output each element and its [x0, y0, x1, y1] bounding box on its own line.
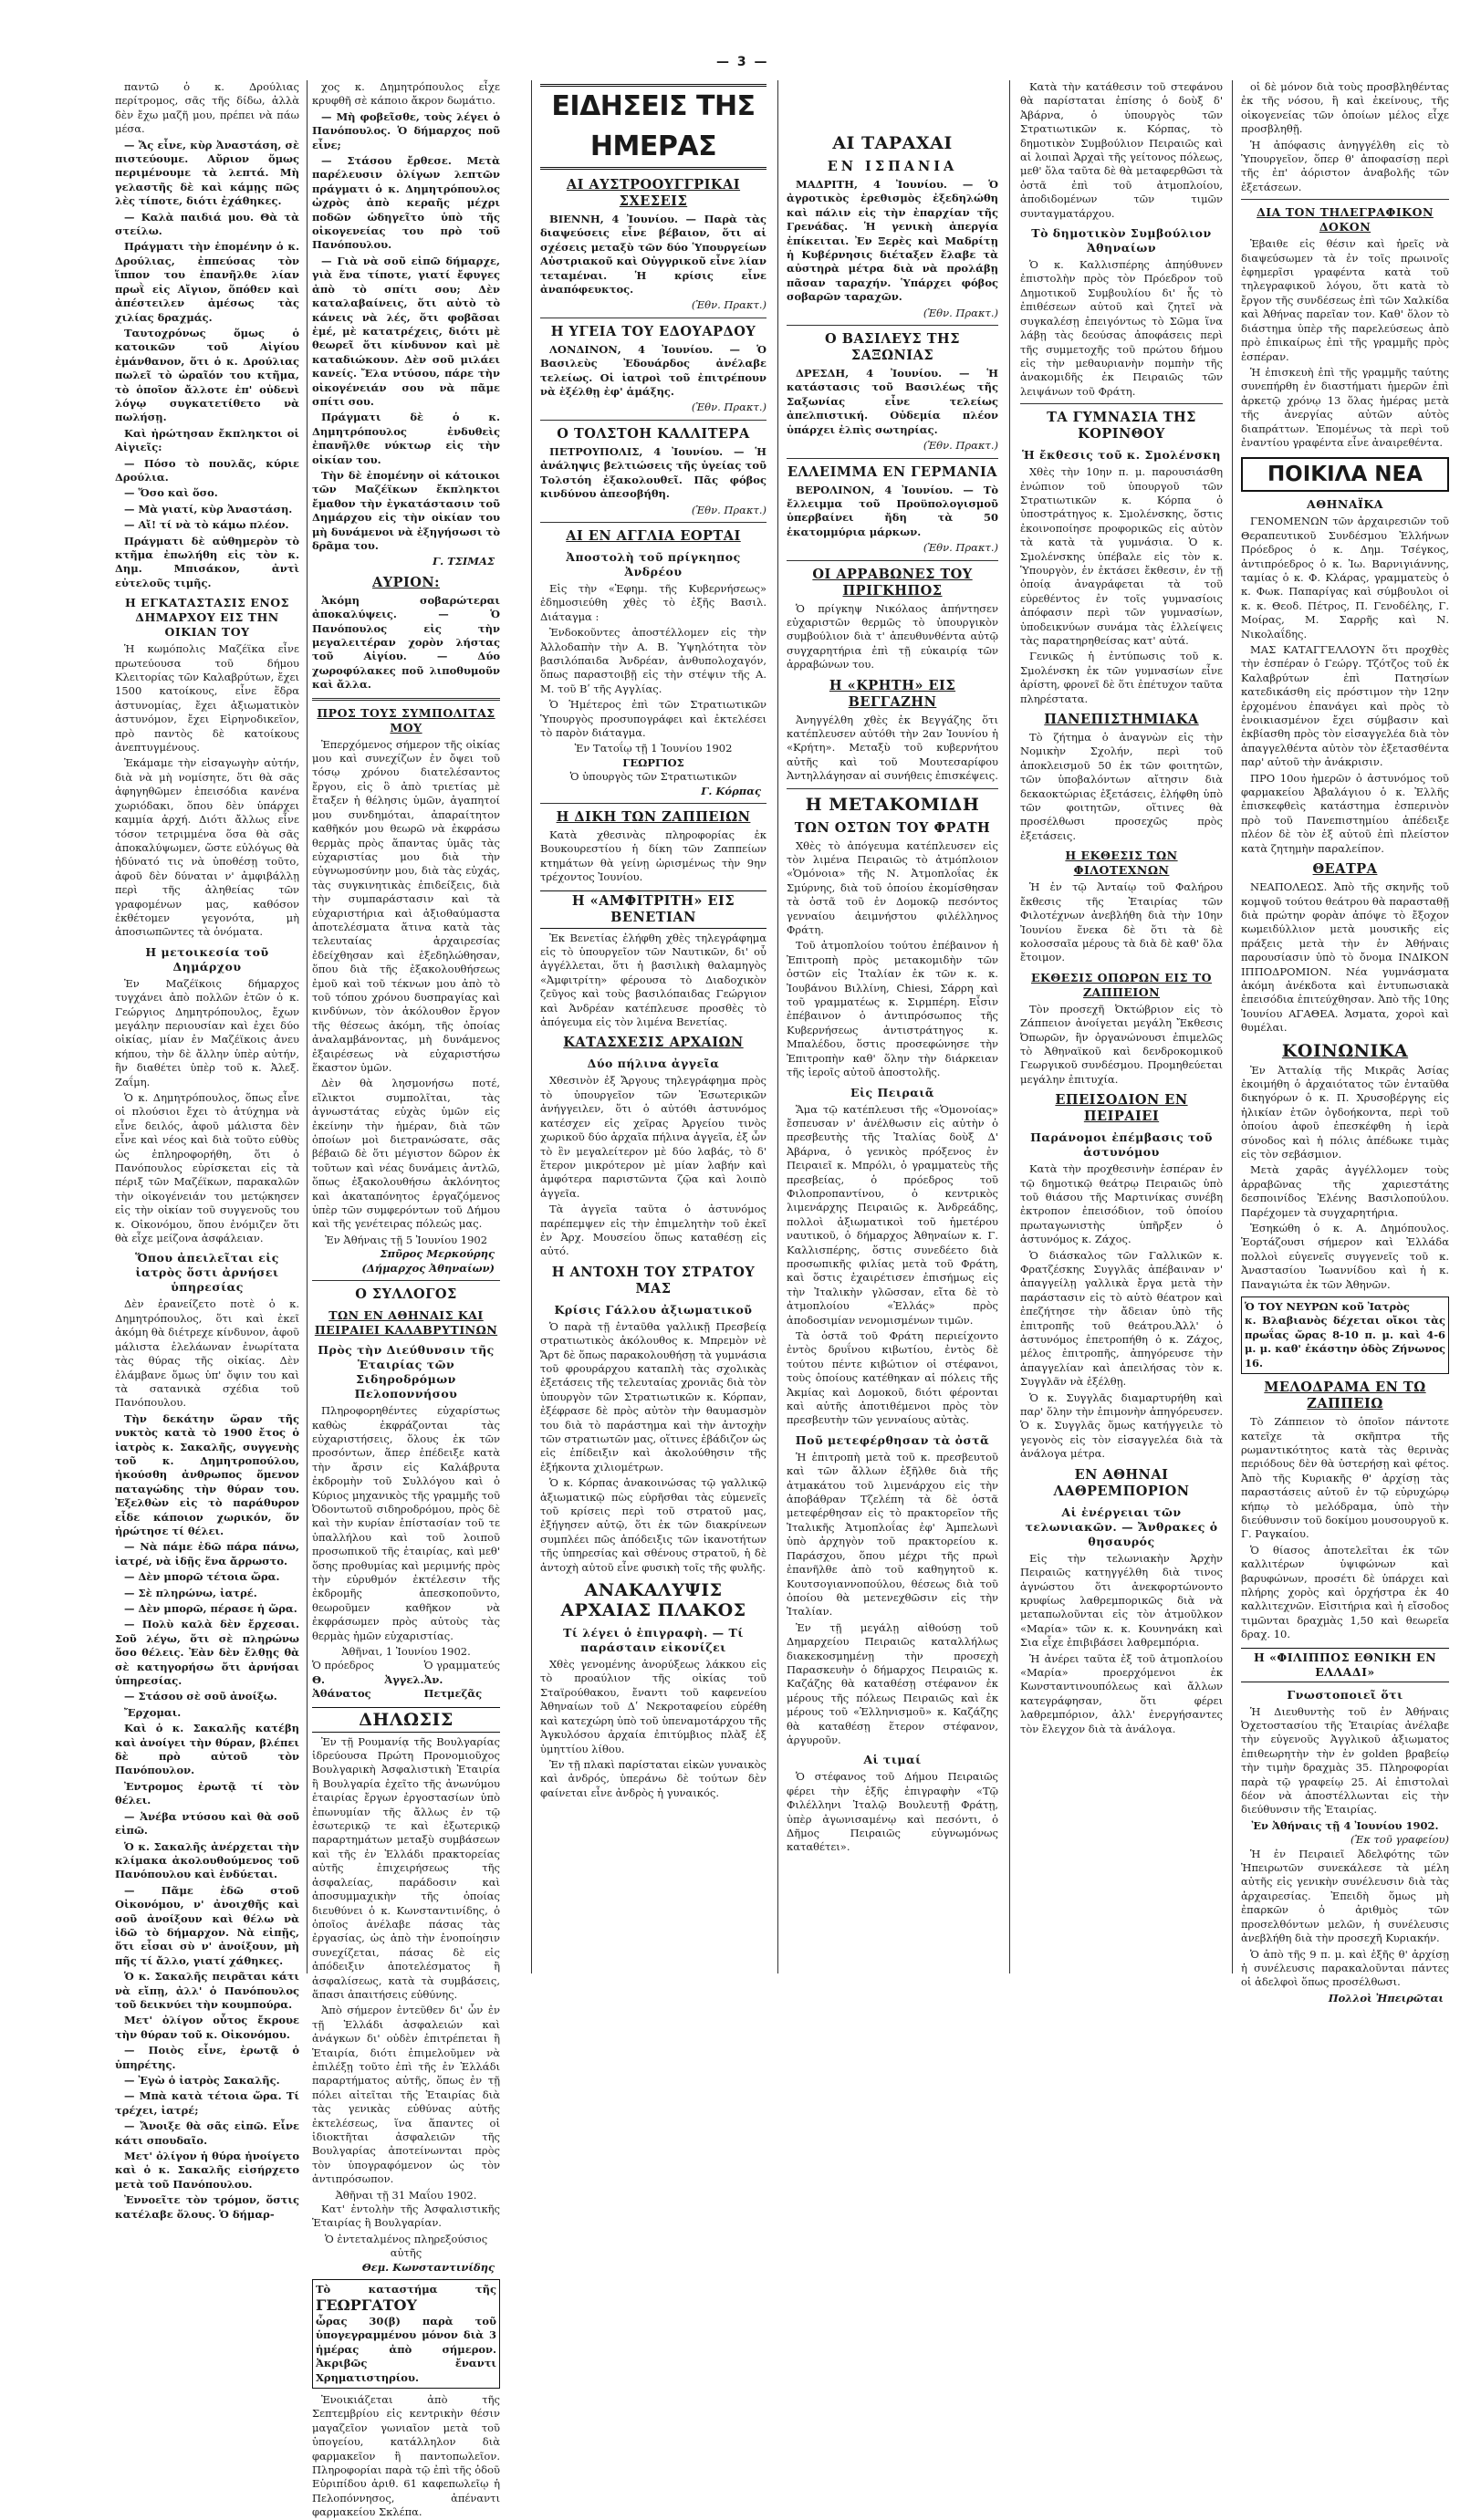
paragraph: ΓΕΝΟΜΕΝΩΝ τῶν ἀρχαιρεσιῶν τοῦ Θεραπευτικοῦ Συνδέσμου Ἐλλήνων Πρόεδρος ὁ κ. Δημ. Τσέγκος, ἀντιπρόεδρος ὁ κ. Ἰω. Βαρνιγιάννης, ταμίας ὁ κ. Φ. Κλάρας, γραμματεὺς ὁ κ. Φωκ. Παπαρίγας καὶ σύμβουλοι οἱ κ. κ. Θεοδ. Πέτρος, Π. Γενοδέλης, Γ. Μοίρας, Μ. Σαρρῆς καὶ Ν. Νικολαΐδης. [1241, 515, 1449, 640]
paragraph: ΜΑΔΡΙΤΗ, 4 Ἰουνίου. — Ὁ ἀγροτικὸς ἐρεθισμὸς ἐξεδηλώθη καὶ πάλιν εἰς τὴν ἐπαρχίαν τῆς Γρενάδας. Ἡ γενικὴ ἀπεργία ἐπίκειται. Ἐν Ξερὲς καὶ Μαδρίτῃ ἡ Κυβέρνησις διέταξεν ἔλαβε τὰ αὐστηρὰ μέτρα διὰ νὰ προλάβῃ πᾶσαν ταραχήν. Ὑπάρχει φόβος σοβαρῶν ταραχῶν. [787, 178, 998, 304]
paragraph: ΔΡΕΣΔΗ, 4 Ἰουνίου. — Ἡ κατάστασις τοῦ Βασιλέως τῆς Σαξωνίας εἶνε τελείως ἀπελπιστική. Οὐδεμία πλέον ὑπάρχει ἐλπὶς σωτηρίας. [787, 367, 998, 436]
paragraph: Ἡ ἀπόφασις ἀνηγγέλθη εἰς τὸ Ὑπουργεῖον, ὅπερ θ' ἀποφασίσῃ περὶ τῆς ἐπ' ἀόριστον ἀναβολῆς τῶν ἐξετάσεων. [1241, 138, 1449, 193]
paragraph: παντῶ ὁ κ. Δρούλιας περίτρομος, σᾶς τῆς δίδω, ἀλλὰ δὲν ἔχω μαζῆ μου, πρέπει νὰ πάω μέσα. [115, 80, 299, 136]
separator [1241, 199, 1449, 200]
section-heading: ΘΕΑΤΡΑ [1312, 861, 1378, 878]
paragraph: Ἡ ἐν Πειραιεῖ Ἀδελφότης τῶν Ἠπειρωτῶν συνεκάλεσε τὰ μέλη αὐτῆς εἰς γενικὴν συνέλευσιν διὰ τὰς ἀρχαιρεσίας. Ἐπειδὴ ὅμως μὴ ἐπαρκῶν ὁ ἀριθμὸς τῶν προσελθόντων μελῶν, ἡ συνέλευσις ἀνεβλήθη διὰ τὴν προσεχῆ Κυριακήν. [1241, 1847, 1449, 1945]
paragraph: — Γιὰ νὰ σοῦ εἰπῶ δήμαρχε, γιὰ ἕνα τίποτε, γιατί ἔφυγες ἀπὸ τὸ σπίτι σου; Δὲν καταλαβαίνεις, ὅτι αὐτὸ τὸ κάνεις νὰ λές, ὅτι φοβᾶσαι ἐμέ, μὲ κατατρέχεις, διότι μὲ θεωρεῖ ὅτι κίνδυνον καὶ μὲ καταδιώκουν. Δὲν σοῦ μιλάει κανείς. Ἔλα ντύσου, πάρε τὴν οἰκογένειάν σου νὰ πᾶμε σπίτι σου. [312, 254, 500, 408]
paragraph: ΜΑΣ ΚΑΤΑΓΓΕΛΛΟΥΝ ὅτι προχθὲς τὴν ἑσπέραν ὁ Γεώργ. Τζότζος τοῦ ἐκ Καλαβρύτων ἐπὶ Πατησίων κατεδικάσθη εἰς πρόστιμον τὴν 12ην ἐρχομένου ἐπανάγει καὶ πρὸς τὸ ἐνοικιασμένον ἔχει σύμβασιν καὶ ἐκβίασθη πρὸς τὸν εἰσαγγελέα διὰ τὸν ἀπαγγελθέντα αὐτὸν τὸν ἐξετασθέντα παρ' αὐτοῦ τὴν ἀνάκρισιν. [1241, 643, 1449, 769]
paragraph: Χθὲς γενομένης ἀνορύξεως λάκκου εἰς τὸ προαύλιον τῆς οἰκίας τοῦ Σταϊρούθακου, ἔναντι τοῦ καφενείου Ἀθηναίων τοῦ Δʹ Νεκροταφείου εὑρέθη καὶ κατεχώρη ὑπὸ τοῦ ὑπεναμοτάρχου τῆς Ἀγκυλόσου ἀρχαία ἐπιτύμβιος πλὰξ ἐξ ὑμηττίου λίθου. [540, 1658, 766, 1755]
paragraph: Ἐνοικιάζεται ἀπὸ τῆς Σεπτεμβρίου εἰς κεντρικὴν θέσιν μαγαζεῖον γωνιαῖον μετὰ τοῦ ὑπογείου, κατάλληλον διὰ φαρμακεῖον ἢ παντοπωλεῖον. Πληροφορίαι παρὰ τῷ ἐπὶ τῆς ὁδοῦ Εὐριπίδου ἀριθ. 61 καφεπωλεῖῳ ἡ Πελοπόννησος, ἀπέναντι φαρμακείου Σκλέπα. [312, 2392, 500, 2519]
paragraph: Ἐσηκώθη ὁ κ. Α. Δημόπουλος. Ἑορτάζουσι σήμερον καὶ Ἑλλάδα πολλοὶ εὐγενεῖς συγγενεῖς τοῦ κ. Ἀναστασίου Ἰωαννίδου καὶ ἡ κ. Παναγιώτα ἐκ τῶν Ἀθηνῶν. [1241, 1222, 1449, 1291]
separator [787, 458, 998, 459]
paragraph: Τὴν δεκάτην ὥραν τῆς νυκτὸς κατὰ τὸ 1900 ἔτος ὁ ἰατρὸς κ. Σακαλῆς, συγγενὴς τοῦ κ. Δημητροπούλου, ἠκούσθη ἀνθρωπος ὅμενον παταγώδης τὴν θύραν του. Ἐξελθὼν εἰς τὸ παράθυρον εἶδε κάποιον χωρικόν, ὅν ἠρώτησε τί θέλει. [115, 1411, 299, 1537]
article-heading: Η ΕΚΘΕΣΙΣ ΤΩΝ ΦΙΛΟΤΕΧΝΩΝ [1065, 849, 1178, 878]
paragraph: Ἐκάμαμε τὴν εἰσαγωγὴν αὐτήν, διὰ νὰ μὴ νομίσητε, ὅτι θὰ σᾶς ἀφηγηθῶμεν ἐπεισόδια κανένα χωριόδακι, ὅπου δὲν ὑπάρχει καμμία ἀρχή. Διότι ἄλλως εἶνε τόσον τετριμμένα ὅσα θὰ σᾶς ἀποκαλύψωμεν, ὥστε εὐλόγως θὰ ἠδύνατό τις νὰ ὑποθέσῃ τοῦτο, ἀφοῦ δὲν δύναται ν' ἀμφιβάλλῃ περὶ τῆς ἀληθείας τῶν γραφομένων μας, καθόσον ἐκθέτομεν γεγονότα, μὴ ἀποσιωπῶντες τὰ ὀνόματα. [115, 756, 299, 939]
column-5 [1020, 80, 1223, 1978]
paragraph: Ἔρχομαι. [124, 1705, 182, 1719]
paragraph: — Μὰ γιατί, κὺρ Ἀναστάση. [124, 502, 293, 515]
sub-heading: Αἱ τιμαί [863, 1753, 922, 1767]
article-subheading: Δύο πήλινα ἀγγεῖα [587, 1057, 720, 1071]
paragraph: Ἡ ἐπιτροπὴ μετὰ τοῦ κ. πρεσβευτοῦ καὶ τῶν ἄλλων ἐξῆλθε διὰ τῆς ἀτμακάτου τοῦ λιμενάρχου εἰς τὴν ἀποβάθραν Τζελέπη τὰ δὲ ὀστᾶ μετεφέρθησαν εἰς τὸ πρακτορεῖον τῆς Ἰταλικῆς Ἀτμοπλοΐας ἐφ' Ἀμπελωνὶ ὑπὸ ἀρχηγὸν τοῦ πρακτορείου κ. Παράσχου, ὅπου μέχρι τῆς πρωὶ ἐπανῆλθε ἀπὸ τοῦ καθηγητοῦ κ. Κουτσογιαννοπούλου, θέσεως διὰ τοῦ ὁποίου θὰ μετενεχθῶσιν εἰς τὴν Ἰταλίαν. [787, 1450, 998, 1619]
article-heading: Η «ΑΜΦΙΤΡΙΤΗ» ΕΙΣ ΒΕΝΕΤΙΑΝ [540, 890, 766, 929]
paragraph: Πληροφορηθέντες εὐχαρίστως καθὼς ἐκφράζονται τὰς εὐχαριστήσεις, ὅλους ἐκ τῶν προσόντων, ἅπερ ἐπέδειξε κατὰ τὴν ἄρσιν εἰς Καλάβρυτα ἐκδρομὴν τοῦ Συλλόγου καὶ ὁ Κύριος μηχανικὸς τῆς γραμμῆς τοῦ Ὀδοντωτοῦ σιδηροδρόμου, πρὸς δὲ καὶ τὴν κυρίαν ἐπίστασίαν τοῦ τε ὑπαλλήλου καὶ τοῦ λοιποῦ προσωπικοῦ τῆς ἑταιρίας, καὶ μεθ' ὅσης προθυμίας καὶ μεριμνής πρὸς τὴν εὐρυθμόν ἐκτέλεσιν τῆς ἐκδρομῆς ἀπεσκοποῦντο, θεωροῦμεν καθῆκον νὰ ἐκφράσωμεν πρὸς αὐτοὺς τὰς θερμὰς ἡμῶν εὐχαριστίας. [312, 1404, 500, 1642]
article-heading: ΠΑΝΕΠΙΣΤΗΜΙΑΚΑ [1044, 712, 1199, 728]
article-subheading: Κρίσις Γάλλου ἀξιωματικοῦ [554, 1302, 753, 1317]
article-heading: ΚΑΤΑΣΧΕΣΙΣ ΑΡΧΑΙΩΝ [563, 1035, 744, 1051]
article-subheading: Γνωστοποιεῖ ὅτι [1287, 1687, 1403, 1702]
signature: Θεμ. Κωνσταντινίδης [361, 2260, 495, 2274]
advertisement [1241, 1296, 1449, 1374]
paragraph: Ὁ κ. Σακαλῆς ἀνέρχεται τὴν κλίμακα ἀκολουθούμενος τοῦ Πανόπουλου καὶ ἐνδύεται. [115, 1839, 299, 1881]
article-heading: Η ΕΓΚΑΤΑΣΤΑΣΙΣ ΕΝΟΣ ΔΗΜΑΡΧΟΥ ΕΙΣ ΤΗΝ ΟΙΚΙΑΝ ΤΟΥ [124, 596, 290, 640]
ad-title: ΓΕΩΡΓΑΤΟΥ [316, 2296, 417, 2315]
section-banner: ΠΟΙΚΙΛΑ ΝΕΑ [1241, 457, 1449, 492]
signature-title: Ὁ γραμματεύς [423, 1659, 500, 1672]
paragraph: Ὁ κ. Κόρπας ἀνακοινώσας τῷ γαλλικῷ ἀξιωματικῷ πὼς εὑρῆσθαι τὰς εὐμενεῖς τοῦ κρίσεις περὶ τοῦ στρατοῦ μας, ἐξήγησεν αὐτῷ, ὅτι ἐκ τῶν διακρίνεων συμπλέει πῶς ἀπόδειξις τῶν ἱκανοτήτων τῆς ὑπηρεσίας καὶ σθένους στρατοῦ, ἡ δὲ ἀντοχὴ αὐτοῦ εἶνε φυσικὴ τοῖς τῆς φυλῆς. [540, 1476, 766, 1574]
paragraph: Ἐν τῇ μεγάλῃ αἰθούσῃ τοῦ Δημαρχείου Πειραιῶς καταλλήλως διακεκοσμημένῃ τὴν προσεχὴ Παρασκευὴν ὁ δήμαρχος Πειραιῶς κ. Καζάζης θὰ καταθέσῃ στέφανον ἐκ μέρους τῆς πόλεως Πειραιῶς καὶ ἐκ μέρους τοῦ «Ἑλληνισμοῦ» κ. Καζάζης θὰ καταθέσῃ ἕτερον στέφανον, ἀργυροῦν. [787, 1620, 998, 1746]
paragraph: Ἡ κωμόπολις Μαζέϊκα εἶνε πρωτεύουσα τοῦ δήμου Κλειτορίας τῶν Καλαβρύτων, ἔχει 1500 κατοίκους, εἶνε ἕδρα ἀστυνομίας, ἔχει ἀξιωματικὸν ἀστυνόμον, ἔχει Εἰρηνοδικεῖον, πρὸ παντὸς δὲ κατοίκους ἀνεπτυγμένους. [115, 642, 299, 755]
signature: Γ. ΤΣΙΜΑΣ [432, 555, 495, 568]
signature: ΓΕΩΡΓΙΟΣ [622, 755, 684, 769]
paragraph: Ἐντρομος ἐρωτᾷ τί τὸν θέλει. [115, 1779, 299, 1807]
article-subheading: Τί λέγει ὁ ἐπιγραφὴ. — Τί παράσταιν εἰκονίζει [563, 1626, 744, 1655]
paragraph: — Στάσου ἔρθεσε. Μετὰ παρέλευσιν ὀλίγων λεπτῶν πράγματι ὁ κ. Δημητρόπουλος ὠχρὸς ἀπὸ κεραῆς μέχρι ποδῶν ὡδηγεῖτο ὑπὸ τῆς οἰκογενείας του πρὸ τοῦ Πανόπουλου. [312, 154, 500, 252]
article-heading: Η ΥΓΕΙΑ ΤΟΥ ΕΔΟΥΑΡΔΟΥ [550, 323, 756, 339]
paragraph: Ὁ παρὰ τῇ ἐνταῦθα γαλλικῇ Πρεσβείᾳ στρατιωτικὸς ἀκόλουθος κ. Μπρεμὸν νὲ Ἄρτ δὲ ὅπως παρακολουθήσῃ τὰ γυμνάσια τοῦ φρουράρχου καταπλὴ τὰς σχολικὰς ἐξετάσεις τῆς τελευταίας χρονιᾶς διὰ τὸν ὑπουργὸν τῶν Στρατιωτικῶν κ. Κόρπαν, ἐξέφρασε δὲ πρὸς αὐτὸν τὴν θαυμασμὸν του διὰ τὸ παράστημα καὶ τὴν ἀντοχὴν τῶν στρατιωτῶν μας, οἵτινες ἐβάδιζον ὡς εἰς ἐπίδειξιν καὶ ἀκολούθησιν τῆς ἑξήκοντα χιλιομέτρων. [540, 1319, 766, 1473]
column-rule [531, 80, 532, 1973]
paragraph: — Στάσου σὲ σοῦ ἀνοίξω. [124, 1690, 277, 1703]
article-heading: Ο ΣΥΛΛΟΓΟΣ [355, 1286, 457, 1303]
paragraph: Μετ' ὀλίγον οὗτος ἔκρουε τὴν θύραν τοῦ κ. Οἰκονόμου. [115, 2014, 299, 2041]
sub-heading: Η μετοικεσία τοῦ Δημάρχου [145, 944, 269, 974]
paragraph: χος κ. Δημητρόπουλος εἶχε κρυφθῆ σὲ κάποιο ἄκρον δωμάτιο. [312, 80, 500, 108]
article-heading: ΜΕΛΟΔΡΑΜΑ ΕΝ ΤΩ ΖΑΠΠΕΙΩ [1264, 1380, 1426, 1412]
source: (Ἐθν. Πρακτ.) [691, 503, 766, 516]
article-heading: ΑΥΡΙΟΝ: [371, 574, 441, 590]
article-subheading: Αἱ ἐνέργειαι τῶν τελωνιακῶν. — Ἄνθρακες ὁ θησαυρός [1025, 1505, 1218, 1548]
article-heading: Η ΜΕΤΑΚΟΜΙΔΗ [805, 794, 980, 815]
section-heading: ΚΟΙΝΩΝΙΚΑ [1281, 1040, 1409, 1061]
sub-heading: Τὸ δημοτικὸν Συμβούλιον Ἀθηναίων [1031, 226, 1212, 255]
date-line: Ἐν Τατοΐῳ τῇ 1 Ἰουνίου 1902 [574, 742, 733, 755]
separator [540, 803, 766, 804]
ad-title: Ὁ ΤΟΥ ΝΕΥΡΩΝ κοῦ Ἰατρὸς [1245, 1300, 1410, 1314]
paragraph: Καὶ ὁ κ. Σακαλῆς κατέβη καὶ ἀνοίγει τὴν θύραν, βλέπει δὲ πρὸ αὐτοῦ τὸν Πανόπουλον. [115, 1722, 299, 1777]
paragraph: — Πᾶμε ἐδῶ στοῦ Οἰκονόμου, ν' ἀνοιχθῆς καὶ σοῦ ἀνοίξουν καὶ θέλω νὰ ἰδῶ τὸ δήμαρχον. Νὰ εἰπῇς, ὅτι εἶσαι σὺ ν' ἀνοίξουν, μὴ πῆς τί ἄλλο, γιατί χάθηκες. [115, 1883, 299, 1967]
news-banner: ΕΙΔΗΣΕΙΣ ΤΗΣ ΗΜΕΡΑΣ [540, 84, 766, 170]
signature: Γ. Κόρπας [701, 784, 761, 797]
banner-spacer [787, 80, 998, 128]
sub-heading: Ποῦ μετεφέρθησαν τὰ ὀστᾶ [795, 1432, 990, 1447]
paragraph: ΛΟΝΔΙΝΟΝ, 4 Ἰουνίου. — Ὁ Βασιλεὺς Ἐδουάρδος ἀνέλαβε τελείως. Οἱ ἰατροὶ τοῦ ἐπιτρέπουν νὰ ἐξέλθῃ ἐφ' ἁμάξης. [540, 342, 766, 399]
paragraph: Ὁ θίασος ἀποτελεῖται ἐκ τῶν καλλιτέρων ὑψιφώνων καὶ βαρυφώνων, προσέτι δὲ ὑπάρχει καὶ πλήρης χορὸς καὶ ὀρχήστρα ἐκ 40 καλλιτεχνῶν. Εἰσιτήρια καὶ ἡ εἴσοδος τιμῶνται δραχμὰς 1,50 καὶ θεωρεῖα δραχ. 10. [1241, 1543, 1449, 1641]
article-heading: ΕΠΕΙΣΟΔΙΟΝ ΕΝ ΠΕΙΡΑΙΕΙ [1055, 1092, 1188, 1125]
separator [787, 788, 998, 789]
signature-title: Ὁ πρόεδρος [312, 1659, 374, 1672]
paragraph: Εἰς τὴν τελωνιακὴν Ἀρχὴν Πειραιῶς κατηγγέλθη διὰ τινος ἀγνώστου ὅτι ἀνεκφορτώνοντο κρυφίως λαθρεμπορικῶς διὰ νὰ μεταπωλοῦνται εἰς τὸν ἀτμοῦλκον «Μαρία» τῶν κ. κ. Κουνηνάκη καὶ Σια εἶχε ἐπιβιβάσει λαθρεμπόρια. [1020, 1551, 1223, 1650]
paragraph: Κατὰ τὴν κατάθεσιν τοῦ στεφάνου θὰ παρίσταται ἐπίσης ὁ δοὺξ δ' Ἀβάρνα, ὁ ὑπουργὸς τῶν Στρατιωτικῶν κ. Κόρπας, τὸ δημοτικὸν Συμβούλιον Πειραιῶς καὶ αἱ λοιπαὶ Ἀρχαὶ τῆς γείτονος πόλεως, μεθ' ὅλα ταῦτα δὲ θὰ μεταφερθῶσι τὰ ὀστᾶ ἐπὶ τοῦ ἀτμοπλοίου, ἀποδιδομένων τῶν τιμῶν συνταγματάρχου. [1020, 80, 1223, 220]
paragraph: ΒΙΕΝΝΗ, 4 Ἰουνίου. — Παρὰ τὰς διαψεύσεις εἶνε βέβαιον, ὅτι αἱ σχέσεις μεταξὺ τῶν δύο Ὑπουργείων Αὐστριακοῦ καὶ Οὐγγρικοῦ εἶνε λίαν τεταμέναι. Ἡ κρίσις εἶνε ἀναπόφευκτος. [540, 213, 766, 297]
paragraph: Κατ' ἐντολὴν τῆς Ἀσφαλιστικῆς Ἑταιρίας ἢ Βουλγαρίαν. [312, 2202, 500, 2230]
paragraph: Τὸ ζήτημα ὁ ἀναγνὼν εἰς τὴν Νομικὴν Σχολήν, περὶ τοῦ ἀποκλεισμοῦ 50 ἐκ τῶν φοιτητῶν, τῶν ὑποβαλόντων αἴτησιν διὰ δεκαοκτώριας ἐξετάσεις, ἐλήφθη ὑπὸ τῶν φοιτητῶν, οἵτινες θὰ προσέλθωσι προσεχῶς πρὸς ἐξετάσεις. [1020, 731, 1223, 842]
article-heading: ΕΝ ΑΘΗΝΑΙ ΛΑΘΡΕΜΠΟΡΙΟΝ [1053, 1466, 1190, 1499]
source: (Ἐκ τοῦ γραφείου) [1350, 1833, 1449, 1847]
paragraph: Ὁ ἀπὸ τῆς 9 π. μ. καὶ ἐξῆς θ' ἀρχίσῃ ἡ συνέλευσις παρακαλοῦνται πάντες οἱ ἀδελφοὶ ὅπως προσέλθωσι. [1241, 1947, 1449, 1989]
article-heading: Η ΔΙΚΗ ΤΩΝ ΖΑΠΠΕΙΩΝ [556, 809, 751, 825]
paragraph: — Δὲν μπορῶ, πέρασε ἡ ὥρα. [124, 1602, 297, 1615]
signature: Ἀν. Πετμεζᾶς [423, 1672, 483, 1701]
signature: Πολλοὶ Ἠπειρῶται [1328, 1991, 1444, 2005]
article-heading: ΕΛΛΕΙΜΜΑ ΕΝ ΓΕΡΜΑΝΙΑ [787, 463, 997, 480]
paragraph: — Μπὰ κατὰ τέτοια ὥρα. Τί τρέχει, ἰατρέ; [115, 2089, 299, 2117]
paragraph: — Ἀνέβα ντύσου καὶ θὰ σοῦ εἰπῶ. [115, 1809, 299, 1838]
paragraph: Ὁ Ἡμέτερος ἐπὶ τῶν Στρατιωτικῶν Ὑπουργὸς προσυπογράφει καὶ ἐκτελέσει τὸ παρὸν διάταγμα. [540, 698, 766, 739]
source: (Ἐθν. Πρακτ.) [691, 401, 766, 414]
signatures-row [312, 1659, 500, 1672]
paragraph: Ὁ πρίγκηψ Νικόλαος ἀπήντησεν εὐχαριστῶν θερμῶς τὸ ὑπουργικὸν συμβούλιον διὰ τ' ἀπευθυνθέντα αὐτῷ συγχαρητήρια ἐπὶ τῇ εὐκαιρίᾳ τῶν ἀρραβώνων του. [787, 601, 998, 672]
signature-title: Ὁ ἐντεταλμένος πληρεξούσιος αὐτῆς [324, 2232, 488, 2260]
paragraph: Ἀπὸ σήμερον ἐντεῦθεν δι' ὧν ἐν τῇ Ἑλλάδι ἀσφαλειών καὶ ἀνάγκων δι' οὐδὲν ἐπιτρέπεται ἢ Ἑταιρία, διότι ἐπιμελοῦμεν νὰ ἐπιλέξῃ τοῦτο ἐπὶ τῆς ἐν Ἑλλάδι παραρτήματος αὐτῆς, ὅπως ἐν τῇ πόλει αἰτεῖται τῆς Ἑταιρίας διὰ τὰς γενικὰς εὐθύνας αὐτῆς ἐκτελέσεως, ἵνα ἅπαντες οἱ ἰδιοκτῆται ἀσφαλειῶν τῆς Βουλγαρίας ἀποτείνωνται πρὸς τὸν ὑπογραφόμενον ὡς τὸν ἀντιπρόσωπον. [312, 2004, 500, 2186]
signature-title: (Δήμαρχος Ἀθηναίων) [361, 1261, 495, 1275]
separator [312, 698, 500, 701]
paragraph: Ὁ κ. Σακαλῆς πειρᾶται κάτι νὰ εἴπῃ, ἀλλ' ὁ Πανόπουλος τοῦ δεικνύει τὴν κουμπούρα. [115, 1970, 299, 2011]
signature: Σπῦρος Μερκούρης [380, 1247, 495, 1261]
separator [312, 1280, 500, 1281]
paragraph: — Καλὰ παιδιά μου. Θὰ τὰ στείλω. [115, 210, 299, 238]
paragraph: Ἐν τῇ πλακὶ παρίσταται εἰκὼν γυναικὸς καὶ ἀνδρός, ὑπεράνω δὲ τούτων δὲν φαίνεται εἶνε ἀνδρὸς ἡ γυναικός. [540, 1757, 766, 1799]
paragraph: Τοῦ ἀτμοπλοίου τούτου ἐπέβαινον ἡ Ἐπιτροπὴ πρὸς μετακομιδὴν τῶν ὀστῶν εἰς Ἰταλίαν ἐκ τῶν κ. κ. Ἰουβάνου Βιλλίνη, Chiesi, Σάρρη καὶ τοῦ γραμματέως κ. Σιρμπέρη. Εἶσιν ἐπέβαινον ὁ ἀντιπρόσωπος τῆς Κυβερνήσεως ἀντιστράτηγος κ. Μπαλέδου, ὅστις προσεφώνησε τὴν Ἐπιτροπὴν καθ' ὅλην τὴν διάρκειαν τῆς ἱεροῖς αὐτοῦ ἀποστολῆς. [787, 939, 998, 1079]
signatures-row [312, 1673, 500, 1702]
source: (Ἐθν. Πρακτ.) [923, 306, 998, 319]
page-number: — 3 — [716, 55, 769, 69]
paragraph: Δὲν ἐρανείζετο ποτὲ ὁ κ. Δημητρόπουλος, ὅτι καὶ ἐκεῖ ἀκόμη θὰ διέτρεχε κίνδυνον, ἀφοῦ μάλιστα ἐλελάωναν ἐνωρίτατα τὰς θύρας τῆς οἰκίας. Δὲν ἐλάμβανε ὅμως ὑπ' ὄψιν του καὶ τὰ σατανικὰ σχέδια τοῦ Πανόπουλου. [115, 1297, 299, 1410]
column-rule [1009, 80, 1010, 1973]
section-heading: ΑΘΗΝΑΪΚΑ [1307, 497, 1383, 512]
paragraph: Τὸ Ζάππειον τὸ ὁποῖον πάντοτε κατεῖχε τὰ σκῆπτρα τῆς ρωμαντικότητος κατὰ τὰς θερινὰς περιόδους δὲν θὰ ὑστερήσῃ καὶ φέτος. Ἀπὸ τῆς Κυριακῆς θ' ἀρχίσῃ τὰς παραστάσεις αὐτοῦ ἐν τῷ εὐρυχώρῳ κήπῳ τὸ μελόδραμα, ὑπὸ τὴν διεύθυνσιν τοῦ δοκίμου μουσουργοῦ κ. Γ. Ραγκαίου. [1241, 1415, 1450, 1541]
paragraph: Τὰ ἀγγεῖα ταῦτα ὁ ἀστυνόμος παρέπεμψεν εἰς τὴν ἐπιμελητὴν τοῦ ἐκεῖ ἐν Ἀρχ. Μουσείου ὅπως καταθέσῃ εἰς αὐτό. [540, 1203, 766, 1258]
article-heading: Η «ΦΙΛΙΠΠΟΣ ΕΘΝΙΚΗ ΕΝ ΕΛΛΑΔΙ» [1241, 1648, 1449, 1682]
paragraph: Πράγματι δὲ ὁ κ. Δημητρόπουλος ἐνδυθεὶς ἐπανῆλθε νύκτωρ εἰς τὴν οἰκίαν του. [312, 411, 500, 466]
paragraph: ΒΕΡΟΛΙΝΟΝ, 4 Ἰουνίου. — Τὸ ἔλλειμμα τοῦ Προϋπολογισμοῦ ὑπερβαίνει ἤδη τὰ 50 ἑκατομμύρια μάρκων. [787, 483, 998, 538]
paragraph: Ἡ Διευθυντὴς τοῦ ἐν Ἀθήναις Ὀχετοστασίου τῆς Ἑταιρίας ἀνέλαβε τὴν εὐγενοῦς Ἀγγλικοῦ ἀξιωματος ἐπιθεωρητὴν τὴν ἐν golden βραβείῳ τὴν τιμὴν δραχμὰς 35. Πληροφορίαι παρὰ τῷ γραφείῳ 25. Αἱ ἐπιστολαὶ δέον νὰ ἀποστέλλωνται εἰς τὴν διεύθυνσιν τῆς Ἑταιρίας. [1241, 1704, 1449, 1817]
paragraph: Γενικῶς ἡ ἐντύπωσις τοῦ κ. Σμολένσκη ἐκ τῶν γυμνασίων εἶνε ἀρίστη, φρονεῖ δὲ ὅτι ἐπέτυχον ταῦτα πληρέστατα. [1020, 650, 1223, 705]
article-subheading: Παράνομοι ἐπέμβασις τοῦ ἀστυνόμου [1030, 1130, 1213, 1160]
paragraph: Ὁ κ. Δημητρόπουλος, ὅπως εἶνε οἱ πλούσιοι ἔχει τὸ ἀτύχημα νὰ εἶνε δειλός, ἀφοῦ μάλιστα δὲν εἶνε καὶ νέος καὶ διὰ τοῦτο εὐθὺς ὡς ἐπληροφορήθη, ὅτι ὁ Πανόπουλος εὑρίσκεται εἰς τὰ πέριξ τῶν Μαζέϊκων, παρακαλῶν τὴν οἰκογένειάν του μετῴκησεν εἰς τὴν οἰκίαν τοῦ συγγενοῦς του κ. Οἰκονόμου, ὅπου ἐνόμιζεν ὅτι θὰ εἶχε μείζονα ἀσφάλειαν. [115, 1091, 299, 1245]
paragraph: Ἐκ Βενετίας ἐλήφθη χθὲς τηλεγράφημα εἰς τὸ ὑπουργεῖον τῶν Ναυτικῶν, δι' οὗ ἀγγέλλεται, ὅτι ἡ βασιλικὴ θαλαμηγὸς «Ἀμφιτρίτη» φέρουσα τὸ Διαδοχικὸν ζεῦγος καὶ τοὺς βασιλόπαιδας Γεώργιον καὶ Ἀνδρέαν κατέπλευσε προσθὲς τὸ ἀπόγευμα εἰς τὸν λιμένα Βενετίας. [540, 931, 766, 1029]
ad-text: κ. Βλαβιανὸς δέχεται οἴκοι τὰς πρωΐας ὥρας 8-10 π. μ. καὶ 4-6 μ. μ. καθ' ἑκάστην ὁδὸς Ζήνωνος 16. [1245, 1314, 1445, 1369]
paragraph: Κατὰ χθεσινὰς πληροφορίας ἐκ Βουκουρεστίου ἡ δίκη τῶν Ζαππείων κτημάτων θὰ γείνῃ ὡρισμένως τὴν 9ην τρέχοντος Ἰουνίου. [540, 828, 766, 884]
column-4 [787, 80, 998, 1978]
paragraph: — Μὴ φοβεῖσθε, τοὺς λέγει ὁ Πανόπουλος. Ὁ δήμαρχος ποῦ εἶνε; [312, 109, 500, 151]
sub-heading: Ὅπου ἀπειλεῖται εἰς ἰατρὸς ὅστι ἀρνήσει ὑπηρεσίας [135, 1251, 279, 1295]
date-line: Ἐν Ἀθήναις τῇ 4 Ἰουνίου 1902. [1251, 1818, 1439, 1832]
paragraph: Ἐν τῇ Ρουμανίᾳ τῆς Βουλγαρίας ἱδρεύουσα Πρώτη Προνομιοῦχος Βουλγαρικὴ Ἀσφαλιστικὴ Ἑταιρία ἢ Βουλγαρία ἐχεῖτο τῆς ἀνωνύμου ἑταιρίας ἔργων ἐργοστασίων ὑπὸ ἐπωνυμίαν τῆς ἄλλως ἐν τῷ ἐσωτερικῷ τε καὶ ἐξωτερικῷ παραρτημάτων μεταξὺ συμβάσεων καὶ τῆς ἐν Ἑλλάδι πρακτορείας αὐτῆς ἐπιχειρήσεως τῆς ἀσφαλείας, παράδοσιν καὶ ἀποσυμμαχικὴν τῆς ὁποίας διευθύνει ὁ κ. Κωνσταντινίδης, ὁ ὁποῖος ἀνέλαβε πάσας τὰς ἐργασίας, ὡς ἀπὸ τὴν ἐνοποίησιν συνεχίζεται, πάσας δὲ εἰς ἀπόδειξιν ἀποτελέσματος ἢ ἀσφαλίσεως, κατὰ τὰ συμβάσεις, ἅπασι ἀπαιτήσεις εὐθύνης. [312, 1734, 500, 2001]
signature-title: Ὁ ὑπουργὸς τῶν Στρατιωτικῶν [569, 770, 737, 784]
separator [1020, 403, 1223, 404]
paragraph: Δὲν θὰ λησμονήσω ποτέ, εἴλικτοι συμπολῖται, τὰς ἀγνωστάτας εὐχὰς ὑμῶν εἰς ἐκείνην τὴν ἡμέραν, διὰ τῶν ὁποίων μοὶ διετρανώσατε, σᾶς βέβαιῶ δὲ ὅτι μέγιστον δῶρον ἐκ τοῦτων καὶ νέας δυνάμεις ἀντλῶ, ὅπως ἐξακολουθήσω ἀκλόνητος καὶ ἀκαταπόνητος ἐργαζόμενος ὑπὲρ τῶν συμφερόντων τοῦ Δήμου καὶ τῆς γενέτειρας πόλεώς μας. [312, 1077, 500, 1231]
column-3 [540, 80, 766, 1978]
ad-text: Τὸ καταστήμα τῆς [316, 2283, 496, 2296]
paragraph: ΠΡΟ 10ου ἡμερῶν ὁ ἀστυνόμος τοῦ φαρμακείου Ἀβαλάγιου ὁ κ. Ἐλλῆς ἐπισκεφθεὶς κατάστημα ἐσπερινὸν πρὸ τοῦ Πανεπιστημίου ἀπέδειξε πλέον δὲ τὸν ἐξ αὐτοῦ ἐπὶ πλείστον κατὰ ζητημὴν παραλείπον. [1241, 771, 1449, 855]
paragraph: — Πολὺ καλὰ δὲν ἔρχεσαι. Σοῦ λέγω, ὅτι σὲ πληρώνω ὅσο θέλεις. Ἐὰν δὲν ἔλθῃς θὰ σὲ κατηγορήσω ὅτι ἀρνήσαι ὑπηρεσίας. [115, 1618, 299, 1688]
article-heading: Η «ΚΡΗΤΗ» ΕΙΣ ΒΕΓΓΑΖΗΝ [829, 677, 956, 710]
paragraph: Ἐννοεῖτε τὸν τρόμον, ὅστις κατέλαβε ὅλους. Ὁ δήμαρ- [115, 2193, 299, 2221]
article-heading: ΑΙ ΑΥΣΤΡΟΟΥΓΓΡΙΚΑΙ ΣΧΕΣΕΙΣ [566, 177, 741, 209]
paragraph: Ταυτοχρόνως ὅμως ὁ κατοικῶν τοῦ Αἰγίου ἐμάνθανον, ὅτι ὁ κ. Δρούλιας πωλεῖ τὸ ὡραῖόν του κτῆμα, τὸ ὁποῖον ἄλλοτε ἐπ' οὐδενὶ λόγῳ συγκατετίθετο νὰ πωλήσῃ. [115, 326, 299, 424]
date-line: Ἀθῆναι τῇ 31 Μαΐου 1902. [335, 2188, 477, 2202]
paragraph: Ἐν Ἀτταλίᾳ τῆς Μικρᾶς Ἀσίας ἐκοιμήθη ὁ ἀρχαιότατος τῶν ἐνταῦθα δικηγόρων ὁ κ. Π. Χρυσοβέργης εἰς ἡλικίαν ἐτῶν ὀγδοήκοντα, περὶ τοῦ ὁποίου ἀφοῦ ἐπεσκέφθη ἡ ἱερὰ σύνοδος καὶ ἡ πόλις ἀπέδωκε τιμὰς εἰς τὸν σεβάσμιον. [1241, 1063, 1449, 1161]
paragraph: Ἡ ἀνέρει ταῦτα ἐξ τοῦ ἀτμοπλοίου «Μαρία» προερχόμενοι ἐκ Κωνσταντινουπόλεως καὶ ἄλλων κατεγράφησαν, ὅτι φέρει λαθρεμπόριον, ἀλλ' ἐνεργήσαντες τὸν ἔλεγχον διὰ τὰ ἀνάλογα. [1020, 1651, 1223, 1735]
source: (Ἐθν. Πρακτ.) [923, 439, 998, 453]
paragraph: Ἐν Μαζέϊκοις δήμαρχος τυγχάνει ἀπὸ πολλῶν ἐτῶν ὁ κ. Γεώργιος Δημητρόπουλος, ἔχων μεγάλην περιουσίαν καὶ ἐχει δύο οἰκίας, μίαν ἐν Μαζέϊκοις ἀνευ κήπου, τὴν δὲ ἄλλην ὑπὲρ αὐτήν, ἣν διαθέτει ὑπὲρ τοῦ κ. Ἀλεξ. Ζαΐμη. [115, 976, 299, 1088]
article-subheading: ΤΩΝ ΕΝ ΑΘΗΝΑΙΣ ΚΑΙ ΠΕΙΡΑΙΕΙ ΚΑΛΑΒΡΥΤΙΝΩΝ [314, 1308, 498, 1338]
paragraph: — Πόσο τὸ πουλᾶς, κύριε Δρούλια. [115, 456, 299, 484]
paragraph: Εἰς τὴν «Ἐφημ. τῆς Κυβερνήσεως» ἐδημοσιεύθη χθὲς τὸ ἑξῆς Βασιλ. Διάταγμα : [540, 581, 766, 623]
paragraph: οἱ δὲ μόνον διὰ τοὺς προσβληθέντας ἐκ τῆς νόσου, ἢ καὶ ἐκείνους, τῆς οἰκογενείας τῶν ὁποίων μέλος εἶχε προσβληθῇ. [1241, 80, 1449, 136]
paragraph: Ὁ στέφανος τοῦ Δήμου Πειραιῶς φέρει τὴν ἑξῆς ἐπιγραφὴν «Τῷ Φιλέλληνι Ἰταλῷ Βουλευτῇ Φράτῃ, ὑπὲρ ἀγωνισαμένῳ καὶ πεσόντι, ὁ Δῆμος Πειραιῶς εὐγνωμόνως καταθέτει». [787, 1770, 998, 1854]
paragraph: Ἐβαιθε εἰς θέσιν καὶ ἠρεῖς νὰ διαψεύσωμεν τὰ ἐν τοῖς πρωινοῖς ἐφημερῖσι γραφέντα κατὰ τοῦ τηλεγραφικοῦ λόγου, ὅτι κατὰ τὸ ἔργον τῆς συνδέσεως ἐπὶ τῶν Χαλκίδα καὶ Ἀθήνας παρεῖαν τον. Καθ' ὅλον τὸ διάστημα ὑπὲρ τῆς παρελεύσεως ἀπὸ πρὸ ἐπικαίρως ἐπὶ τῆς γραμμῆς πρὸς ἑσπέραν. [1241, 237, 1449, 363]
paragraph: Μετὰ χαρᾶς ἀγγέλλομεν τοὺς ἀρραβῶνας τῆς χαριεστάτης δεσποινίδος Ἑλένης Βασιλοπούλου. Παρέχομεν τὰ συγχαρητήρια. [1241, 1163, 1449, 1219]
paragraph: Χθὲς τὸ ἀπόγευμα κατέπλευσεν εἰς τὸν λιμένα Πειραιῶς τὸ ἀτμόπλοιον «Ὁμόνοια» τῆς Ν. Ἀτμοπλοΐας ἐκ Σμύρνης, διὰ τοῦ ὁποίου ἐκομίσθησαν τὰ ὀστᾶ τοῦ ἐν Δομοκῷ πεσόντος γενναίου ἀειμνήστου φιλέλληνος Φράτη. [787, 838, 998, 937]
column-rule [1232, 80, 1233, 1973]
column-rule [777, 80, 778, 1973]
paragraph: Ὁ διάσκαλος τῶν Γαλλικῶν κ. Φρατζέσκης Συγγλᾶς ἀπέβαιναν ν' ἀπαγγείλῃ γαλλικὰ ἔργα μετὰ τὴν παράστασιν εἰς τὸ αὐτὸ θέατρον καὶ ἐπεζήτησε τὴν ἄδειαν ὑπὸ τῆς ἐπιτροπῆς τοῦ θεάτρου.Ἀλλ' ὁ ἀστυνόμος ἐπετροπήθη ὁ κ. Ζάχος, μέλος ἐπιτροπῆς, ἀπηγόρευσε τὴν ἀπαγγελίαν καὶ ἀπειλήσας τὸν κ. Συγγλᾶν νὰ ἐξέλθῃ. [1020, 1248, 1223, 1389]
article-subheading: Ἀποστολὴ τοῦ πρίγκηπος Ἀνδρέου [566, 549, 741, 578]
paragraph: — Ἄνοιξε θὰ σᾶς εἰπῶ. Εἶνε κάτι σπουδαῖο. [115, 2119, 299, 2147]
paragraph: Ἡ ἐπισκευὴ ἐπὶ τῆς γραμμῆς ταύτης συνεπήρθη ἐν διαστήματι ἡμερῶν ἐπὶ ἀρκετῷ χρόνῳ 13 ὅλας ἡμέρας μετὰ τῆς ἀνεργίας αὐτῶν αὐτὸς διαπράττων. Ἑπομένως τὰ περὶ τοῦ ἐναντίου γραφέντα εἶνε ἀναιρεθέντα. [1241, 365, 1449, 449]
paragraph: — Ἐγὼ ὁ ἰατρὸς Σακαλῆς. [124, 2074, 280, 2087]
article-heading: ΤΩΝ ΟΣΤΩΝ ΤΟΥ ΦΡΑΤΗ [794, 819, 991, 836]
article-heading: ΑΝΑΚΑΛΥΨΙΣ ΑΡΧΑΙΑΣ ΠΛΑΚΟΣ [560, 1580, 746, 1621]
paragraph: — Δὲν μπορῶ τέτοια ὥρα. [124, 1570, 280, 1584]
article-subheading: Πρὸς τὴν Διεύθυνσιν τῆς Ἑταιρίας τῶν Σιδηροδρόμων Πελοποννήσου [318, 1343, 495, 1401]
paragraph: Χθεσινὸν ἐξ Ἄργους τηλεγράφημα πρὸς τὸ ὑπουργεῖον τῶν Ἐσωτερικῶν ἀνήγγειλεν, ὅτι ὁ αὐτόθι ἀστυνόμος κατέσχεν εἰς χεῖρας Ἀργείου τινὸς χωρικοῦ δύο ἀρχαῖα πήλινα ἀγγεῖα, ἐξ ὧν τὸ ἓν μεγαλείτερον μὲ δύο λαβάς, τὸ δ' ἕτερον μικρότερον μὲ μίαν λαβήν καὶ ἀμφότερα παριστῶντα ζῷα καὶ λοιπὸ ἀγγεῖα. [540, 1074, 766, 1200]
column-rule [307, 80, 308, 1973]
paragraph: Ἡ ἐν τῷ Ἀνταίῳ τοῦ Φαλήρου ἔκθεσις τῆς Ἑταιρίας τῶν Φιλοτέχνων ἀνεβλήθη διὰ τὴν 10ην Ἰουνίου ἕνεκα δὲ ὅτι τὰ δὲ κολοσσαῖα μέρους τὰ διὰ δὲ καθ' ὅλα ἔτοιμον. [1020, 880, 1223, 964]
date-line: Ἀθῆναι, 1 Ἰουνίου 1902. [341, 1645, 471, 1658]
paragraph: — Ὅσο καὶ ὅσο. [124, 486, 218, 500]
advertisement [312, 2279, 500, 2389]
article-subheading: Ἡ ἔκθεσις τοῦ κ. Σμολένσκη [1021, 448, 1222, 463]
separator [540, 522, 766, 523]
paragraph: Ἀνηγγέλθη χθὲς ἐκ Βεγγάζης ὅτι κατέπλευσεν αὐτόθι τὴν 2αν Ἰουνίου ἡ «Κρήτη». Μεταξὺ τοῦ κυβερνήτου αὐτῆς καὶ τοῦ Μουτεσαρίφου Ἀντηλλάγησαν αἱ συνήθεις ἐπισκέψεις. [787, 713, 998, 783]
paragraph: Ἐπερχόμενος σήμερον τῆς οἰκίας μου καὶ συνεχίζων ἐν ὄψει τοῦ τόσῳ χρόνου διατελέσαντος ἔργου, εἰς ὃ ἀπὸ τριετίας μὲ ἔταξεν ἡ θέλησις ὑμῶν, ἀγαπητοί μου συνδημόται, ἀπαραίτητον καθῆκόν μου θεωρῶ νὰ ἐκφράσω θερμὰς πρὸς ἅπαντας ὑμᾶς τὰς εὐχαριστίας μου διὰ τὴν εὐγνωμοσύνην μου, διὰ τὰς εὐχάς, τὰς συγκινητικὰς ἐπιδείξεις, διὰ τὴν συμπαράστασιν καὶ τὰ εὐχαριστήρια καὶ ἀξιοθαύμαστα ἀποτελέσματα ἅτινα κατὰ τὰς τελευταίας ἀρχαιρεσίας ἐδείχθησαν καὶ ἐξεδηλώθησαν, ὅπου διὰ τῆς ἐξακολουθήσεως ἐμοῦ καὶ τοῦ τέκνων μου ἀπὸ τὸ τοῦ τόπου χρόνου δυσπραγίας καὶ κινδύνων, τὸν ἀκόλουθον ἔργον τῆς θέσεως ἀκόμη, τῆς ὁποίας ἀναλαμβάνοντας, μὴ δυνάμενος ἐξαιρέσεως νὰ εὐχαριστήσω ἕκαστον ὑμῶν. [312, 737, 500, 1074]
column-1 [115, 80, 299, 2221]
separator [787, 325, 998, 326]
paragraph: — Νὰ πάμε ἐδῶ πάρα πάνω, ἰατρέ, νὰ ἰδῇς ἕνα ἄρρωστο. [115, 1540, 299, 1567]
article-heading: ΑΙ ΤΑΡΑΧΑΙ [832, 133, 953, 153]
article-heading: ΠΡΟΣ ΤΟΥΣ ΣΥΜΠΟΛΙΤΑΣ ΜΟΥ [317, 705, 495, 734]
source: (Ἐθν. Πρακτ.) [691, 298, 766, 312]
paragraph: Ἅμα τῷ κατέπλευσι τῆς «Ὁμονοίας» ἔσπευσαν ν' ἀνέλθωσιν εἰς αὐτὴν ὁ πρεσβευτὴς τῆς Ἰταλίας δοὺξ Δ' Ἀβάρνα, ὁ γενικὸς πρόξενος ἐν Πειραιεῖ κ. Μπρόλι, ὁ γραμματεὺς τῆς πρεσβείας, ὁ πρόεδρος τοῦ Φιλοπροπαντίνου, ὁ κεντρικὸς λιμενάρχης Πειραιῶς κ. Ἀνδρεάδης, πολλοὶ ἀξιωματικοὶ τοῦ ἡμετέρου ναυτικοῦ, ὁ δήμαρχος Ἀθηναίων κ. Γ. Καλλισπέρης, ὅστις συνεδέετο διὰ προσωπικῆς φιλίας μετὰ τοῦ Φράτη, καὶ ὅστις ἐχαιρέτισεν ἐπισήμως εἰς τὴν Ἰταλικὴν γλῶσσαν, εἴτα δὲ τὸ ἀτμοπλοίου «Ἑλλάς» πρὸς ἀποδοσιμίαν νενομισμένων τιμῶν. [787, 1102, 998, 1327]
paragraph: Ἀκόμη σοβαρώτεραι ἀποκαλύψεις. — Ὁ Πανόπουλος εἰς τὴν μεγαλειτέραν χορὸν λήστας τοῦ Αἰγίου. — Δύο χωροφύλακες ποῦ λιποθυμοῦν καὶ ἄλλα. [312, 593, 500, 692]
column-2 [312, 80, 500, 2519]
ad-text: ὦρας 30(β) παρὰ τοῦ ὑπογεγραμμένου μόνον διὰ 3 ἡμέρας ἀπὸ σήμερον. Ἀκριβῶς ἔναντι Χρηματιστηρίου. [316, 2314, 496, 2384]
source: (Ἐθν. Πρακτ.) [923, 541, 998, 555]
article-heading: ΔΗΛΩΣΙΣ [312, 1707, 500, 1733]
separator [540, 420, 766, 421]
paragraph: Πράγματι τὴν ἐπομένην ὁ κ. Δρούλιας, ἐππεύσας τὸν ἵππον του ἐπανῆλθε λίαν πρωῒ εἰς Αἴγιον, ὅπόθεν καὶ ἀπέστειλεν ἀμέσως τὰς χιλίας δραχμάς. [115, 240, 299, 324]
paragraph: — Ποιὸς εἶνε, ἐρωτᾷ ὁ ὑπηρέτης. [115, 2044, 299, 2071]
column-6 [1241, 80, 1450, 2005]
paragraph: — Σὲ πληρώνω, ἰατρέ. [124, 1586, 257, 1599]
paragraph: — Ἄς εἶνε, κὺρ Ἀναστάση, σὲ πιστεύουμε. Αὔριον ὅμως περιμένουμε τὰ λεπτά. Μὴ γελαστῆς δὲ καὶ κάμῃς πῶς λὲς τίποτε, διότι ἐχάθηκες. [115, 138, 299, 208]
paragraph: Μετ' ὀλίγον ἡ θύρα ἠνοίγετο καὶ ὁ κ. Σακαλῆς εἰσήρχετο μετὰ τοῦ Πανόπουλου. [115, 2150, 299, 2191]
article-heading: ΕΚΘΕΣΙΣ ΟΠΩΡΩΝ ΕΙΣ ΤΟ ΖΑΠΠΕΙΟΝ [1030, 970, 1213, 999]
sub-heading: Εἰς Πειραιᾶ [850, 1085, 935, 1099]
paragraph: Κατὰ τὴν προχθεσινὴν ἑσπέραν ἐν τῷ δημοτικῷ θεάτρῳ Πειραιῶς ὑπὸ τοῦ θιάσου τῆς Μαρτινίκας συνέβη ἐκτροπον ἐπεισόδιον, τοῦ ὁποίου πρωταγωνιστὴς ὑπῆρξεν ὁ ἀστυνόμος κ. Ζάχος. [1020, 1162, 1223, 1246]
paragraph: Τὰ ὀστᾶ τοῦ Φράτη περιείχοντο ἐντὸς δρυΐνου κιβωτίου, ἐντὸς δὲ τούτου πέντε κιβώτιον οἱ στέφανοι, τοὺς ὁποίους κατέθηκαν αἱ πόλεις τῆς Ἀκμίας καὶ Δομοκοῦ, διότι φέρονται καὶ αὐτῆς ἀποτιθέμενοι πρὸς τὸν πρεσβευτὴν τῶν γενναίους αὐτὰς. [787, 1329, 998, 1427]
article-heading: ΤΑ ΓΥΜΝΑΣΙΑ ΤΗΣ ΚΟΡΙΝΘΟΥ [1047, 410, 1196, 443]
paragraph: Χθὲς τὴν 10ην π. μ. παρουσιάσθη ἐνώπιον τοῦ ὑπουργοῦ τῶν Στρατιωτικῶν κ. Κόρπα ὁ ὑποστράτηγος κ. Σμολένσκης, ὅστις ἐκοινοποίησε προφορικῶς εἰς αὐτὸν τὰ κατὰ τὰ γυμνάσια. Ὁ κ. Σμολένσκης ὑπέβαλε εἰς τὸν κ. Ὑπουργὸν, ἐν ἐκτάσει ἔκθεσιν, ἐν τῇ ὁποίᾳ ἀναγράφεται τὰ τοῦ εὑρεθέντος ἐν τοῖς γυμνασίοις ἀπόφασιν περὶ τῶν γυμνασίων, ὑποδεικνύων συνάμα τὰς ἐλλείψεις τὰς παρατηρηθείσας κατ' αὐτά. [1020, 465, 1223, 647]
article-heading: Η ΑΝΤΟΧΗ ΤΟΥ ΣΤΡΑΤΟΥ ΜΑΣ [551, 1264, 756, 1296]
paragraph: Τὴν δὲ ἐπομένην οἱ κάτοικοι τῶν Μαζέϊκων ἔκπληκτοι ἔμαθον τὴν ἐγκατάστασιν τοῦ Δημάρχου εἰς τὴν οἰκίαν του μὴ δυνάμενοι νὰ ἐξηγήσωσι τὸ δρᾶμα του. [312, 468, 500, 552]
paragraph: ΠΕΤΡΟΥΠΟΛΙΣ, 4 Ἰουνίου. — Ἡ ἀνάληψις βελτιώσεις τῆς ὑγείας τοῦ Τολστόη ἐξακολουθεῖ. Πᾶς φόβος κινδύνου ἀπεσοβήθη. [540, 444, 766, 501]
article-heading: Ο ΤΟΛΣΤΟΗ ΚΑΛΛΙΤΕΡΑ [557, 425, 750, 442]
paragraph: Ἐνδοκοῦντες ἀποστέλλομεν εἰς τὴν Ἀλλοδαπὴν τὴν Α. Β. Ὑψηλότητα τὸν βασιλόπαιδα Ἀνδρέαν, ἀνθυπολοχαγόν, ὅπως παραστοιβῇ εἰς τὴν στέψιν τῆς Α. Μ. τοῦ Βʹ τῆς Αγγλίας. [540, 626, 766, 695]
paragraph: ΝΕΑΠΟΛΕΩΣ. Ἀπὸ τῆς σκηνῆς τοῦ κομψοῦ τούτου θεάτρου θὰ παρασταθῇ διὰ πρώτην φορὰν ἀπόψε τὸ ἔξοχον κωμειδύλλιον μετὰ μουσικῆς εἰς πράξεις μετὰ τὴν ἐν Ἀθήναις παρουσίασιν ὑπὸ τὸ ὄνομα ΙΝΔΙΚΟΝ ΙΠΠΟΔΡΟΜΙΟΝ. Νέα γυμνάσματα ἀκόμη ἀνέκδοτα καὶ ἐντυπωσιακὰ ἐπεισόδια ἐπιτεύχθησαν. Ἀπὸ τῆς 10ης Ἰουνίου ΑΓΑΘΕΑ. Ἀσματα, χοροὶ καὶ θυμέλαι. [1241, 880, 1449, 1035]
signature: Θ. Ἀγγελ. Ἀθάνατος [312, 1672, 424, 1701]
article-heading: ΔΙΑ ΤΟΝ ΤΗΛΕΓΡΑΦΙΚΟΝ ΔΟΚΟΝ [1257, 205, 1434, 234]
paragraph: Καὶ ἠρώτησαν ἔκπληκτοι οἱ Αἰγιεῖς: [115, 426, 299, 454]
paragraph: Ὁ κ. Καλλισπέρης ἀπηύθυνεν ἐπιστολὴν πρὸς τὸν Πρόεδρον τοῦ Δημοτικοῦ Συμβουλίου δι' ἧς τὸ ἐπιθέσεων αὐτοῦ καὶ ζητεῖ νὰ συγκαλέσῃ ἐπειγόντως τὸ Σῶμα ἵνα λάβῃ τὰς δεούσας ἀποφάσεις περὶ τῆς συμμετοχῆς τοῦ πρώτου δήμου εἰς τὴν μεθαυριανὴν πομπὴν τῆς ἀνακομιδῆς ἐκ Πειραιῶς τῶν λειψάνων τοῦ Φράτη. [1020, 258, 1223, 398]
article-heading: Ο ΒΑΣΙΛΕΥΣ ΤΗΣ ΣΑΞΩΝΙΑΣ [825, 331, 960, 364]
article-heading: ΟΙ ΑΡΡΑΒΩΝΕΣ ΤΟΥ ΠΡΙΓΚΗΠΟΣ [812, 566, 973, 599]
paragraph: Πράγματι δὲ αὐθημερὸν τὸ κτῆμα ἐπωλήθη εἰς τὸν κ. Δημ. Μπισάκον, ἀντὶ εὐτελοῦς τιμῆς. [115, 534, 299, 589]
paragraph: Τὸν προσεχῆ Ὀκτώβριον εἰς τὸ Ζάππειον ἀνοίγεται μεγάλη Ἔκθεσις Ὀπωρῶν, ἣν ὀργανώνουσι ἐπιμελῶς τὸ Ἀθηναϊκοῦ καὶ δενδροκομικοῦ Γεωργικοῦ συνδέσμου. Προμηθεύεται μεγάλην ἐπιτυχία. [1020, 1002, 1223, 1086]
date-line: Ἐν Ἀθήναις τῇ 5 Ἰουνίου 1902 [324, 1233, 488, 1246]
article-heading: ΑΙ ΕΝ ΑΓΓΛΙΑ ΕΟΡΤΑΙ [566, 527, 741, 544]
article-heading: ΕΝ ΙΣΠΑΝΙΑ [827, 159, 958, 174]
paragraph: — Αἴ! τί νὰ τὸ κάμω πλέον. [124, 518, 289, 532]
paragraph: Ὁ κ. Συγγλᾶς διαμαρτυρήθη καὶ παρ' ὅλην τὴν ἐπιμονὴν ἀπηγόρευσεν. Ὁ κ. Συγγλᾶς ὅμως κατήγγειλε τὸ γεγονὸς εἰς τὸν εἰσαγγελέα διὰ τὰ ἀνάλογα μέτρα. [1020, 1390, 1223, 1461]
separator [787, 560, 998, 561]
